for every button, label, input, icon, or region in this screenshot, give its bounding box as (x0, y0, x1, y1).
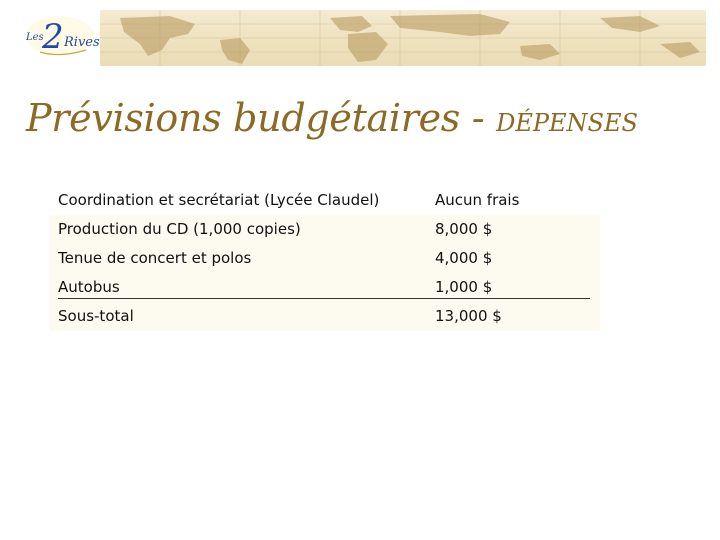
subtotal-label: Sous-total (58, 307, 134, 325)
table-row-subtotal (50, 302, 600, 331)
expense-amount: 4,000 $ (435, 249, 493, 267)
subtotal-divider (58, 298, 590, 299)
svg-text:Rives: Rives (64, 35, 100, 50)
table-row (50, 244, 600, 273)
expense-amount: 1,000 $ (435, 278, 493, 296)
svg-text:2: 2 (42, 17, 64, 57)
table-row (50, 215, 600, 244)
les-2-rives-logo (20, 10, 100, 60)
expense-item: Tenue de concert et polos (58, 249, 252, 267)
expense-table (50, 186, 600, 331)
title-sub: DÉPENSES (496, 109, 638, 137)
table-row (50, 186, 600, 215)
expense-item: Coordination et secrétariat (Lycée Claudel) (58, 191, 380, 209)
logo-area (0, 0, 98, 68)
expense-amount: 8,000 $ (435, 220, 493, 238)
header-banner (0, 0, 720, 68)
slide-title (26, 96, 638, 140)
world-map-banner (100, 10, 706, 66)
subtotal-amount: 13,000 $ (435, 307, 502, 325)
expense-amount: Aucun frais (435, 191, 520, 209)
svg-text:Les: Les (26, 32, 44, 43)
expense-item: Autobus (58, 278, 120, 296)
title-main: Prévisions budgétaires - (26, 96, 497, 140)
expense-item: Production du CD (1,000 copies) (58, 220, 301, 238)
